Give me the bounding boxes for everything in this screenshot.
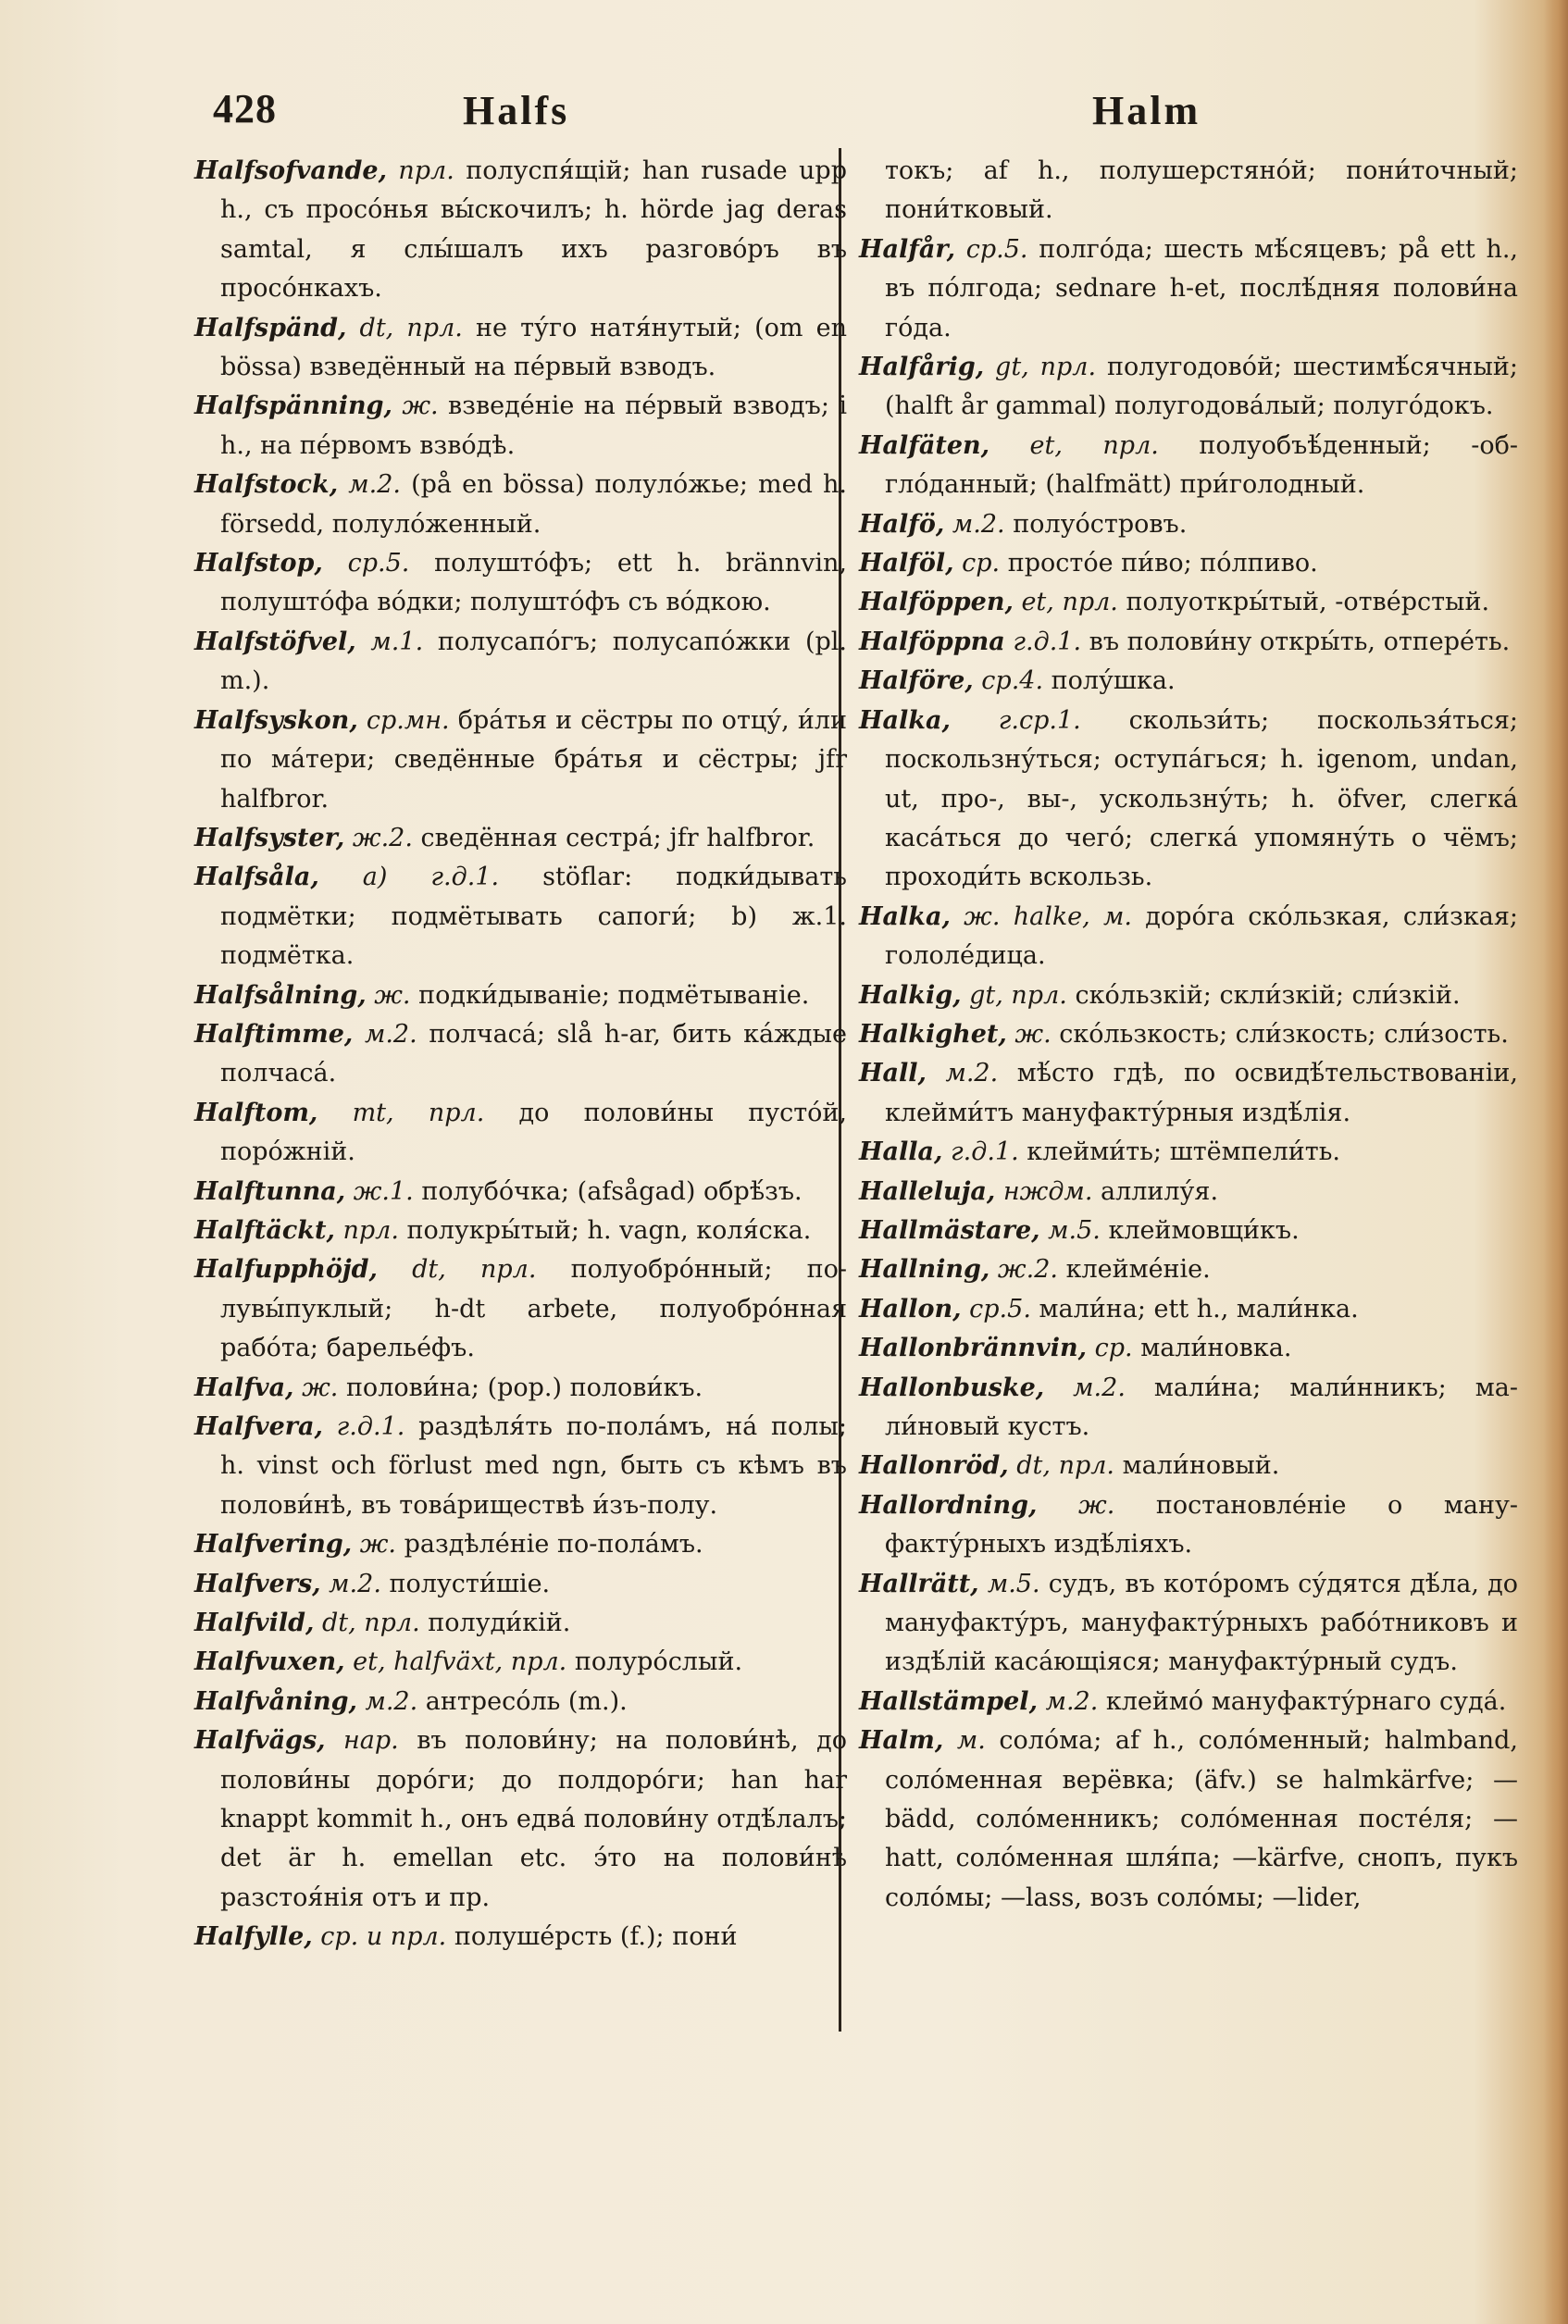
- grammar-label: м.2.: [348, 470, 401, 500]
- dictionary-entry: [194, 1015, 847, 1094]
- headword: Halfstöfvel,: [194, 627, 356, 656]
- headword: Halfvuxen,: [194, 1647, 345, 1677]
- dictionary-entry: [194, 152, 847, 309]
- dictionary-entry: [194, 1212, 847, 1250]
- headword: Halfvåning,: [194, 1686, 357, 1716]
- grammar-label: ж.: [1014, 1019, 1052, 1049]
- headword: Hallonbuske,: [859, 1373, 1045, 1402]
- headword: Halfö,: [859, 509, 945, 539]
- grammar-label: ж.2.: [352, 823, 413, 852]
- grammar-label: ср. и прл.: [320, 1922, 447, 1952]
- definition: полуро́слый.: [574, 1647, 743, 1677]
- headword: Halfvering,: [194, 1530, 353, 1560]
- definition: полусапо́гъ; полусапо́жки (pl. m.).: [220, 627, 847, 696]
- headword: Hallon,: [859, 1294, 962, 1324]
- definition: полубо́чка; (afsågad) обрѣ́зъ.: [421, 1176, 803, 1206]
- headword: Halka,: [859, 901, 951, 931]
- page-number: 428: [213, 86, 277, 131]
- headword: Halfsyskon,: [194, 705, 358, 735]
- headword: Halftimme,: [194, 1019, 354, 1049]
- definition: полчаса́; slå h-ar, бить ка́ждые полчаса́.: [220, 1019, 847, 1088]
- headword: Halfva,: [194, 1373, 294, 1402]
- headword: Halla,: [859, 1137, 943, 1167]
- dictionary-entry: [194, 1565, 847, 1604]
- definition: полушто́фъ; ett h. brännvin, полушто́фа во́дки; полушто́фъ съ во́дкою.: [220, 549, 847, 617]
- definition: полуобро́нный; полувы́пуклый; h-dt arbete, полуобро́нная рабо́та; барелье́фъ.: [220, 1255, 848, 1363]
- definition: ско́льзкій; скли́зкій; сли́зкій.: [1075, 980, 1461, 1010]
- dictionary-entry: [194, 1525, 847, 1564]
- headword: Halfstock,: [194, 470, 339, 500]
- definition: взведе́ніе на пе́рвый взводъ; i h., на пе́рвомъ взво́дѣ.: [220, 391, 847, 460]
- grammar-label: dt, прл.: [359, 313, 463, 342]
- headword: Halfupphöjd,: [194, 1255, 378, 1285]
- dictionary-entry: [859, 1212, 1518, 1250]
- headword: Halfspänning,: [194, 391, 392, 421]
- grammar-label: м.5.: [1048, 1215, 1101, 1245]
- dictionary-entry: [859, 230, 1518, 348]
- definition: судъ, въ кото́ромъ су́дятся дѣ́ла, до мануфакту́ръ, мануфакту́рныхъ рабо́тниковъ и издѣ́лій каса́ющіяся; мануфакту́рный судъ.: [885, 1569, 1518, 1677]
- grammar-label: et, прл.: [1029, 430, 1159, 460]
- definition: (på en bössa) полуло́жье; med h. försedd, полуло́женный.: [220, 470, 847, 539]
- definition: полуди́кій.: [428, 1609, 571, 1638]
- headword: Halftäckt,: [194, 1215, 335, 1245]
- headword: Hallrätt,: [859, 1569, 979, 1598]
- definition: въ полови́ну откры́ть, отпере́ть.: [1089, 627, 1511, 656]
- headword: Hallonröd,: [859, 1451, 1009, 1481]
- definition: полуо́стровъ.: [1013, 509, 1188, 539]
- headword: Halka,: [859, 705, 951, 735]
- headword: Halfvera,: [194, 1412, 323, 1441]
- grammar-label: м.1.: [370, 627, 424, 656]
- definition: раздѣле́ніе по-пола́мъ.: [404, 1530, 703, 1560]
- definition: stöflar: подки́дывать подмётки; подмётывать сапоги́; b) ж.1. подмётка.: [220, 863, 847, 971]
- definition: полови́на; (pop.) полови́къ.: [345, 1373, 703, 1402]
- headword: Halfvers,: [194, 1569, 321, 1598]
- definition: полуше́рсть (f.); пони́: [454, 1922, 738, 1952]
- definition: клеймовщи́къ.: [1108, 1215, 1300, 1245]
- grammar-label: ж.: [302, 1373, 339, 1402]
- dictionary-entry: [859, 898, 1518, 976]
- dictionary-entry: [859, 1369, 1518, 1448]
- dictionary-entry: [859, 583, 1518, 622]
- definition: полго́да; шесть мѣ́сяцевъ; på ett h., въ по́лгода; sednare h-et, послѣ́дняя полови́на го́да.: [885, 234, 1518, 342]
- dictionary-entry: [859, 1173, 1518, 1212]
- headword: Halfstop,: [194, 549, 323, 578]
- grammar-label: ж.: [359, 1530, 397, 1560]
- headword: Halkig,: [859, 980, 962, 1010]
- definition: бра́тья и сёстры по отцу́, и́ли по ма́тери; сведённые бра́тья и сёстры; jfr halfbror.: [220, 705, 847, 814]
- definition: полугодово́й; шестимѣ́сячный; (halft år gammal) полугодова́лый; полуго́докъ.: [885, 353, 1518, 421]
- dictionary-entry: [859, 1133, 1518, 1172]
- grammar-label: dt, прл.: [1016, 1451, 1115, 1481]
- headword: Halföppen,: [859, 588, 1014, 617]
- dictionary-entry: [859, 662, 1518, 701]
- definition: подки́дываніе; подмётываніе.: [418, 980, 810, 1010]
- grammar-label: м.2.: [329, 1569, 381, 1598]
- grammar-label: нждм.: [1002, 1176, 1093, 1206]
- grammar-label: ср.5.: [965, 234, 1028, 264]
- dictionary-entry: [194, 1408, 847, 1525]
- dictionary-entry: [194, 544, 847, 623]
- grammar-label: ср.4.: [981, 666, 1044, 696]
- headword: Halkighet,: [859, 1019, 1007, 1049]
- definition: полукры́тый; h. vagn, коля́ска.: [406, 1215, 812, 1245]
- dictionary-entry: [194, 1604, 847, 1643]
- grammar-label: ср.мн.: [366, 705, 450, 735]
- definition: клейми́ть; штёмпели́ть.: [1027, 1137, 1340, 1167]
- running-head-right: Halm: [1092, 88, 1201, 133]
- grammar-label: м.2.: [952, 509, 1005, 539]
- dictionary-entry: [194, 1643, 847, 1682]
- headword: Halfvild,: [194, 1609, 315, 1638]
- headword: Halföre,: [859, 666, 974, 696]
- definition: просто́е пи́во; по́лпиво.: [1007, 549, 1318, 578]
- headword: Halfylle,: [194, 1922, 313, 1952]
- definition: мѣ́сто гдѣ, по освидѣ́тельствованіи, клейми́тъ мануфакту́рныя издѣ́лія.: [885, 1059, 1518, 1127]
- dictionary-entry: [194, 1369, 847, 1408]
- dictionary-entry: [859, 1250, 1518, 1289]
- definition: до полови́ны пусто́й, поро́жній.: [220, 1098, 847, 1167]
- dictionary-entry: [194, 623, 847, 702]
- right-column: [859, 152, 1518, 1918]
- running-head-left: Halfs: [463, 88, 570, 133]
- grammar-label: ср.: [1094, 1334, 1133, 1363]
- dictionary-entry: [859, 1721, 1518, 1918]
- grammar-label: прл.: [398, 156, 454, 185]
- grammar-label: м.2.: [945, 1059, 999, 1088]
- dictionary-entry: [859, 976, 1518, 1015]
- dictionary-entry: [859, 623, 1518, 662]
- definition: не ту́го натя́нутый; (om en bössa) взведённый на пе́рвый взводъ.: [220, 313, 847, 382]
- definition: токъ; af h., полушерстяно́й; пони́точный; пони́тковый.: [885, 156, 1518, 225]
- definition: полуобъѣ́денный; -обгло́данный; (halfmätt) при́голодный.: [885, 430, 1518, 500]
- headword: Hall,: [859, 1059, 927, 1088]
- grammar-label: ср.: [962, 549, 1001, 578]
- headword: Halm,: [859, 1726, 944, 1756]
- headword: Halfsyster,: [194, 823, 345, 852]
- definition: мали́на; мали́нникъ; мали́новый кустъ.: [885, 1373, 1518, 1441]
- dictionary-entry: [859, 1329, 1518, 1368]
- left-column: [194, 152, 847, 1957]
- headword: Halfäten,: [859, 430, 990, 460]
- grammar-label: ж.: [374, 980, 411, 1010]
- headword: Halfsåla,: [194, 863, 319, 892]
- definition: клейме́ніе.: [1065, 1255, 1211, 1285]
- dictionary-entry: [194, 976, 847, 1015]
- definition: доро́га ско́льзкая, сли́зкая; гололе́дица.: [885, 901, 1519, 971]
- definition: ско́льзкость; сли́зкость; сли́зость.: [1059, 1019, 1509, 1049]
- dictionary-entry: [194, 466, 847, 544]
- dictionary-entry: [194, 858, 847, 976]
- dictionary-entry: [194, 309, 847, 388]
- dictionary-entry: [859, 1447, 1518, 1485]
- headword: Halfvägs,: [194, 1726, 326, 1756]
- definition: клеймо́ мануфакту́рнаго суда́.: [1105, 1686, 1507, 1716]
- dictionary-entry: [194, 387, 847, 466]
- definition: въ полови́ну; на полови́нѣ, до полови́ны доро́ги; до полдоро́ги; han har knappt kommit h., онъ едва́ полови́ну отдѣ́лалъ; det är h. emellan etc. э́то на полови́нѣ разстоя́нія отъ и пр.: [220, 1726, 847, 1912]
- dictionary-entry: [859, 505, 1518, 544]
- dictionary-entry: [859, 1565, 1518, 1683]
- dictionary-entry: [859, 152, 1518, 230]
- grammar-label: ср.5.: [347, 549, 410, 578]
- headword: Halfsofvande,: [194, 156, 387, 185]
- headword: Hallmästare,: [859, 1215, 1040, 1245]
- grammar-label: г.д.1.: [336, 1412, 405, 1441]
- dictionary-entry: [859, 348, 1518, 427]
- grammar-label: et, прл.: [1021, 588, 1118, 617]
- headword: Halfsålning,: [194, 980, 367, 1010]
- grammar-label: м.2.: [1045, 1686, 1099, 1716]
- headword: Hallordning,: [859, 1490, 1038, 1520]
- dictionary-entry: [194, 702, 847, 819]
- dictionary-entry: [194, 1683, 847, 1721]
- grammar-label: mt, прл.: [352, 1098, 485, 1127]
- dictionary-entry: [859, 1015, 1518, 1054]
- headword: Halftom,: [194, 1098, 318, 1127]
- grammar-label: et, halfväxt, прл.: [353, 1647, 567, 1677]
- dictionary-entry: [194, 819, 847, 858]
- headword: Hallning,: [859, 1255, 990, 1285]
- grammar-label: г.д.1.: [951, 1137, 1019, 1167]
- definition: мали́новый.: [1122, 1451, 1280, 1481]
- headword: Halfårig,: [859, 353, 985, 382]
- headword: Hallstämpel,: [859, 1686, 1038, 1716]
- dictionary-entry: [859, 1683, 1518, 1721]
- headword: Hallonbrännvin,: [859, 1334, 1087, 1363]
- grammar-label: ж. halke, м.: [964, 901, 1132, 931]
- grammar-label: dt, прл.: [412, 1255, 537, 1285]
- grammar-label: прл.: [342, 1215, 399, 1245]
- grammar-label: gt, прл.: [969, 980, 1067, 1010]
- grammar-label: г.ср.1.: [998, 705, 1081, 735]
- definition: полусти́шіе.: [389, 1569, 551, 1598]
- grammar-label: ж.: [402, 391, 439, 421]
- grammar-label: ж.1.: [353, 1176, 414, 1206]
- definition: полуспя́щій; han rusade upp h., съ просо́нья вы́скочилъ; h. hörde jag deras samtal, я слы́шалъ ихъ разгово́ръ въ просо́нкахъ.: [220, 156, 847, 304]
- definition: раздѣля́ть по-пола́мъ, на́ полы; h. vinst och förlust med ngn, быть съ кѣмъ въ полови́нѣ, въ това́риществѣ и́зъ-полу.: [220, 1412, 847, 1520]
- definition: соло́ма; af h., соло́менный; halmband, соло́менная верёвка; (äfv.) se halmkärfve; —bädd, соло́менникъ; соло́менная посте́ля; —hatt, соло́менная шля́па; —kärfve, снопъ, пукъ соло́мы; —lass, возъ соло́мы; —lider,: [885, 1726, 1518, 1912]
- headword: Halföppna: [859, 627, 1005, 656]
- dictionary-entry: [859, 1290, 1518, 1329]
- headword: Halfspänd,: [194, 313, 347, 342]
- dictionary-entry: [194, 1250, 847, 1368]
- headword: Halföl,: [859, 549, 954, 578]
- headword: Halfår,: [859, 234, 956, 264]
- grammar-label: м.: [956, 1726, 986, 1756]
- definition: сведённая сестра́; jfr halfbror.: [420, 823, 815, 852]
- dictionary-entry: [194, 1918, 847, 1957]
- definition: аллилу́я.: [1101, 1176, 1219, 1206]
- grammar-label: м.2.: [365, 1686, 418, 1716]
- definition: полуоткры́тый, -отве́рстый.: [1126, 588, 1490, 617]
- headword: Halleluja,: [859, 1176, 996, 1206]
- definition: антресо́ль (m.).: [425, 1686, 628, 1716]
- grammar-label: gt, прл.: [995, 353, 1097, 382]
- dictionary-entry: [859, 544, 1518, 583]
- dictionary-entry: [859, 1486, 1518, 1565]
- grammar-label: ж.: [1078, 1490, 1115, 1520]
- dictionary-entry: [194, 1173, 847, 1212]
- dictionary-entry: [859, 702, 1518, 898]
- grammar-label: м.2.: [1073, 1373, 1126, 1402]
- grammar-label: м.2.: [364, 1019, 417, 1049]
- definition: мали́на; ett h., мали́нка.: [1039, 1294, 1359, 1324]
- dictionary-entry: [194, 1721, 847, 1918]
- dictionary-entry: [194, 1094, 847, 1173]
- definition: мали́новка.: [1140, 1334, 1292, 1363]
- page-header: [213, 85, 1201, 141]
- grammar-label: г.д.1.: [1013, 627, 1082, 656]
- grammar-label: ж.2.: [997, 1255, 1058, 1285]
- definition: постановле́ніе о мануфакту́рныхъ издѣ́ліяхъ.: [885, 1490, 1518, 1560]
- definition: скользи́ть; поскользя́ться; поскользну́ться; оступа́гься; h. igenom, undan, ut, про-, вы-, ускользну́ть; h. öfver, слегка́ каса́ться до чего́; слегка́ упомяну́ть о чёмъ; проходи́ть вскользь.: [885, 705, 1518, 892]
- grammar-label: a) г.д.1.: [362, 863, 500, 892]
- dictionary-entry: [859, 1054, 1518, 1133]
- grammar-label: м.5.: [987, 1569, 1040, 1598]
- grammar-label: ср.5.: [969, 1294, 1031, 1324]
- page-edge-shadow: [1544, 0, 1568, 2324]
- grammar-label: dt, прл.: [321, 1609, 420, 1638]
- definition: полу́шка.: [1051, 666, 1176, 696]
- grammar-label: нар.: [343, 1726, 399, 1756]
- headword: Halftunna,: [194, 1176, 346, 1206]
- dictionary-entry: [859, 427, 1518, 505]
